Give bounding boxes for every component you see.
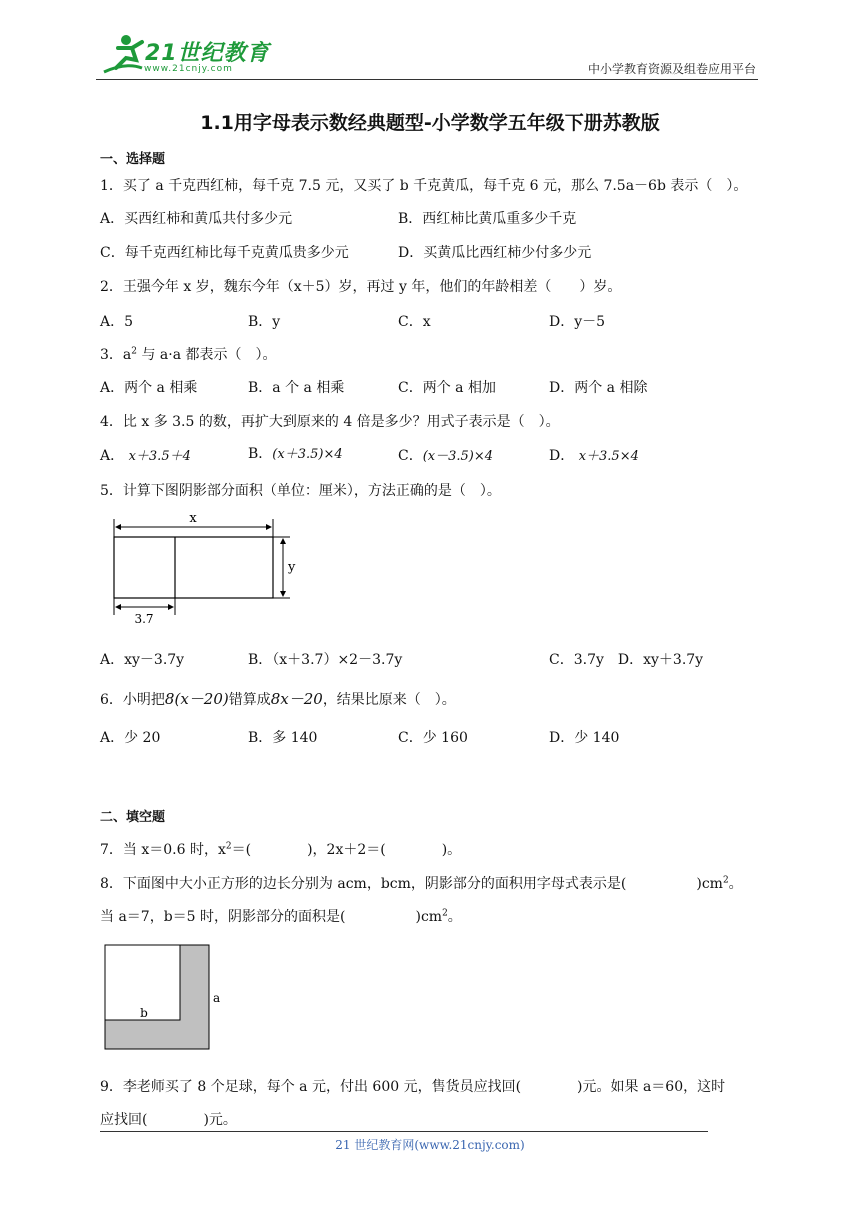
q2-option-a: A．5	[100, 314, 134, 330]
q5-option-a: A．xy－3.7y	[100, 652, 185, 668]
q2-option-b: B．y	[248, 314, 281, 330]
section-fill-heading: 二、填空题	[100, 810, 166, 825]
header-divider	[96, 79, 758, 80]
logo-text: 21世纪教育	[145, 41, 270, 66]
q4-option-d: D． x＋3.5×4	[549, 448, 639, 464]
q1-option-a: A．买西红柿和黄瓜共付多少元	[100, 211, 293, 227]
q2-option-d: D．y－5	[549, 314, 606, 330]
q1-stem: 1．买了 a 千克西红柿，每千克 7.5 元，又买了 b 千克黄瓜，每千克 6 元，那么 7.5a－6b 表示（ ）。	[100, 178, 748, 194]
outer-rectangle	[114, 537, 273, 598]
q1-option-c: C．每千克西红柿比每千克黄瓜贵多少元	[100, 245, 349, 261]
q9-line-1: 9．李老师买了 8 个足球，每个 a 元，付出 600 元，售货员应找回( )元。如果 a＝60，这时	[100, 1079, 726, 1095]
q8-line-1: 8．下面图中大小正方形的边长分别为 acm，bcm，阴影部分的面积用字母式表示是( )$cm^2$。	[100, 875, 743, 892]
q7-stem: 7．当 x＝0.6 时，$x^2=$( )，2x＋2＝( )。	[100, 841, 462, 858]
q6-option-b: B．多 140	[248, 730, 318, 746]
q6-stem: 6．小明把8(x－20)错算成8x－20，结果比原来（ ）。	[100, 690, 456, 708]
a-label: a	[213, 991, 221, 1005]
q5-rectangle-figure	[100, 505, 300, 630]
q3-option-d: D．两个 a 相除	[549, 380, 648, 396]
w37-label: 3.7	[134, 612, 154, 626]
logo-url: www.21cnjy.com	[144, 64, 233, 74]
b-label: b	[140, 1006, 148, 1020]
q4-option-a: A． x＋3.5＋4	[100, 448, 191, 464]
q1-option-b: B．西红柿比黄瓜重多少千克	[398, 211, 577, 227]
q3-stem: 3．$a^2$ 与 a·a 都表示（ ）。	[100, 346, 277, 363]
footer-link[interactable]: 21 世纪教育网(www.21cnjy.com)	[335, 1138, 525, 1152]
q6-option-a: A．少 20	[100, 730, 161, 746]
q4-stem: 4．比 x 多 3.5 的数，再扩大到原来的 4 倍是多少？用式子表示是（ ）。	[100, 414, 560, 430]
q2-stem: 2．王强今年 x 岁，魏东今年（x＋5）岁，再过 y 年，他们的年龄相差（ ）岁。	[100, 279, 622, 295]
y-label: y	[288, 560, 296, 575]
q2-option-c: C．x	[398, 314, 431, 330]
q4-option-b: B．(x＋3.5)×4	[248, 446, 343, 462]
section-choice-heading: 一、选择题	[100, 152, 166, 167]
q4-option-c: C．(x－3.5)×4	[398, 448, 494, 464]
q8-line-2: 当 a＝7，b＝5 时，阴影部分的面积是( )$cm^2$。	[100, 908, 462, 925]
q5-stem: 5．计算下图阴影部分面积（单位：厘米），方法正确的是（ ）。	[100, 483, 501, 499]
q5-option-cd: C．3.7y D．xy＋3.7y	[549, 652, 704, 668]
q6-option-c: C．少 160	[398, 730, 468, 746]
q3-option-b: B．a 个 a 相乘	[248, 380, 345, 396]
x-label: x	[189, 511, 197, 526]
q6-option-d: D．少 140	[549, 730, 620, 746]
q5-option-b: B．（x＋3.7）×2－3.7y	[248, 652, 403, 668]
footer-divider	[100, 1131, 708, 1132]
q3-option-a: A．两个 a 相乘	[100, 380, 198, 396]
page-title: 1.1用字母表示数经典题型-小学数学五年级下册苏教版	[200, 112, 660, 134]
q1-option-d: D．买黄瓜比西红柿少付多少元	[398, 245, 592, 261]
q8-squares-figure	[100, 940, 230, 1055]
platform-label: 中小学教育资源及组卷应用平台	[587, 62, 756, 76]
q9-line-2: 应找回( )元。	[100, 1112, 237, 1128]
q3-option-c: C．两个 a 相加	[398, 380, 496, 396]
